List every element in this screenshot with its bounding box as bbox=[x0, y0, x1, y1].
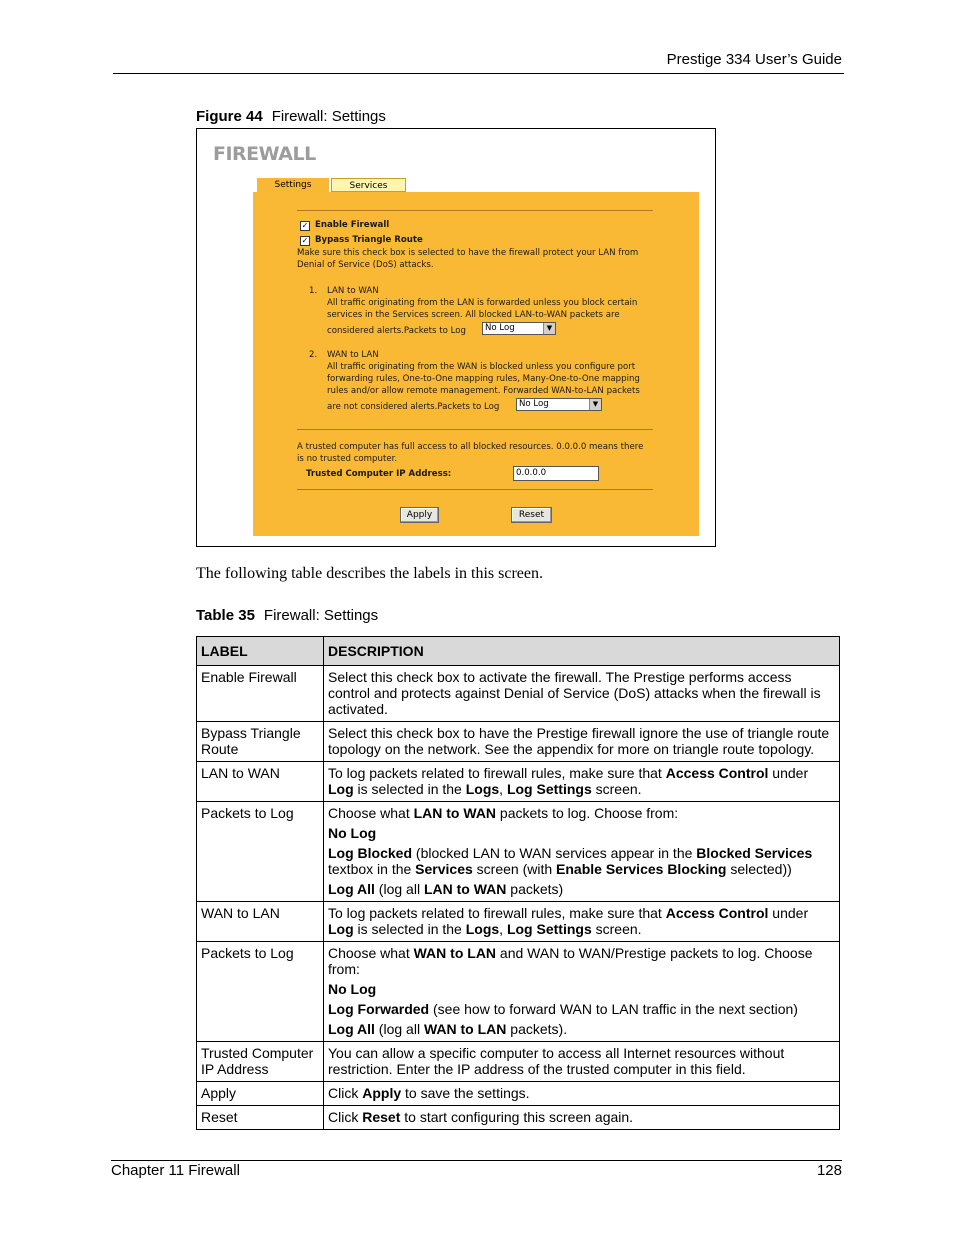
text-run: to save the settings. bbox=[401, 1085, 530, 1101]
divider bbox=[297, 210, 653, 211]
text-run: and WAN to WAN/Prestige packets to log. Choose from: bbox=[328, 945, 813, 977]
row-label: Packets to Log bbox=[197, 802, 324, 902]
description-paragraph bbox=[328, 905, 835, 937]
divider bbox=[297, 429, 653, 430]
table-row bbox=[197, 762, 840, 802]
text-run: (see how to forward WAN to LAN traffic in the next section) bbox=[429, 1001, 798, 1017]
table-title: Firewall: Settings bbox=[263, 607, 379, 624]
label-column-header: LABEL bbox=[197, 637, 324, 666]
description-column-header: DESCRIPTION bbox=[324, 637, 840, 666]
bold-term: Logs bbox=[465, 781, 500, 797]
text-run: under bbox=[768, 905, 809, 921]
row-label: Packets to Log bbox=[197, 942, 324, 1042]
row-description bbox=[324, 1106, 840, 1130]
page-number: 128 bbox=[816, 1162, 842, 1179]
wan-to-lan-title: WAN to LAN bbox=[327, 350, 379, 360]
note-line-1: Make sure this check box is selected to have the firewall protect your LAN from bbox=[297, 248, 639, 258]
text-run: packets). bbox=[506, 1021, 568, 1037]
row-description bbox=[324, 942, 840, 1042]
text-run: screen. bbox=[591, 781, 642, 797]
text-run: is selected in the bbox=[353, 781, 466, 797]
description-paragraph bbox=[328, 825, 835, 841]
text-run: packets) bbox=[506, 881, 564, 897]
description-paragraph bbox=[328, 805, 835, 821]
bold-term: No Log bbox=[328, 981, 377, 997]
figure-title: Firewall: Settings bbox=[271, 108, 386, 125]
wan-to-lan-number: 2. bbox=[309, 350, 318, 360]
footer-rule bbox=[111, 1160, 842, 1161]
table-body bbox=[197, 666, 840, 1130]
bold-term: WAN to LAN bbox=[413, 945, 497, 961]
figure-caption bbox=[196, 108, 386, 125]
description-paragraph bbox=[328, 725, 835, 757]
reset-button[interactable]: Reset bbox=[511, 507, 552, 523]
header-rule bbox=[113, 73, 844, 74]
text-run: textbox in the bbox=[328, 861, 416, 877]
description-paragraph bbox=[328, 1021, 835, 1037]
enable-firewall-label: Enable Firewall bbox=[315, 220, 390, 230]
lan-to-wan-log-value: No Log bbox=[485, 323, 515, 333]
chevron-down-icon: ▼ bbox=[543, 323, 555, 334]
enable-firewall-checkbox[interactable]: ✓ bbox=[301, 221, 309, 230]
text-run: , bbox=[499, 781, 507, 797]
row-description bbox=[324, 762, 840, 802]
text-run: packets to log. Choose from: bbox=[496, 805, 679, 821]
firewall-heading: FIREWALL bbox=[213, 143, 316, 165]
description-paragraph bbox=[328, 881, 835, 897]
trusted-note-line-2: is no trusted computer. bbox=[297, 454, 398, 464]
text-run: , bbox=[499, 921, 507, 937]
text-run: (blocked LAN to WAN services appear in the bbox=[412, 845, 697, 861]
bold-term: Log Settings bbox=[506, 781, 592, 797]
text-run: Choose what bbox=[328, 805, 414, 821]
row-description bbox=[324, 1082, 840, 1106]
bold-term: Enable Services Blocking bbox=[556, 861, 727, 877]
text-run: Click bbox=[328, 1109, 363, 1125]
bold-term: Log Blocked bbox=[328, 845, 413, 861]
bold-term: Log Forwarded bbox=[328, 1001, 430, 1017]
bold-term: Access Control bbox=[665, 905, 769, 921]
bold-term: Log Settings bbox=[506, 921, 592, 937]
text-run: Choose what bbox=[328, 945, 414, 961]
row-label: Apply bbox=[197, 1082, 324, 1106]
tab-bar bbox=[257, 178, 407, 192]
row-description bbox=[324, 666, 840, 722]
bold-term: Log All bbox=[328, 881, 375, 897]
row-label: Bypass Triangle Route bbox=[197, 722, 324, 762]
bypass-triangle-route-label: Bypass Triangle Route bbox=[315, 235, 423, 245]
divider bbox=[297, 489, 653, 490]
bold-term: Log bbox=[328, 781, 354, 797]
figure-number: Figure 44 bbox=[196, 108, 263, 125]
text-run: To log packets related to firewall rules, make sure that bbox=[328, 905, 666, 921]
text-run: to start configuring this screen again. bbox=[400, 1109, 634, 1125]
bold-term: LAN to WAN bbox=[413, 805, 497, 821]
settings-panel bbox=[253, 192, 699, 536]
description-paragraph bbox=[328, 1085, 835, 1101]
lan-to-wan-log-select[interactable] bbox=[482, 322, 556, 335]
wan-to-lan-line-1: All traffic originating from the WAN is blocked unless you configure port bbox=[327, 362, 636, 372]
row-description bbox=[324, 902, 840, 942]
description-paragraph bbox=[328, 1109, 835, 1125]
bold-term: Access Control bbox=[665, 765, 769, 781]
trusted-note-line-1: A trusted computer has full access to all blocked resources. 0.0.0.0 means there bbox=[297, 442, 644, 452]
running-header-title: Prestige 334 User’s Guide bbox=[666, 51, 842, 68]
text-run: is selected in the bbox=[353, 921, 466, 937]
table-row bbox=[197, 902, 840, 942]
text-run: Select this check box to have the Prestige firewall ignore the use of triangle route topology on the network. See the appendix for more on triangle route topology. bbox=[328, 725, 830, 757]
footer-chapter: Chapter 11 Firewall bbox=[111, 1162, 240, 1179]
row-label: Enable Firewall bbox=[197, 666, 324, 722]
table-row bbox=[197, 942, 840, 1042]
label-description-table bbox=[196, 636, 840, 1130]
table-row bbox=[197, 666, 840, 722]
table-row bbox=[197, 802, 840, 902]
text-run: Select this check box to activate the firewall. The Prestige performs access control and protects against Denial of Service (DoS) attacks when the firewall is activated. bbox=[328, 669, 821, 717]
lan-to-wan-title: LAN to WAN bbox=[327, 286, 379, 296]
wan-to-lan-log-select[interactable] bbox=[516, 398, 602, 411]
tab-services[interactable]: Services bbox=[331, 178, 406, 192]
bypass-triangle-route-checkbox[interactable]: ✓ bbox=[301, 236, 309, 245]
bold-term: Blocked Services bbox=[696, 845, 813, 861]
trusted-ip-input[interactable]: 0.0.0.0 bbox=[513, 466, 599, 481]
description-paragraph bbox=[328, 945, 835, 977]
bold-term: WAN to LAN bbox=[423, 1021, 507, 1037]
bold-term: Log All bbox=[328, 1021, 375, 1037]
lan-to-wan-packets-label: considered alerts.Packets to Log bbox=[327, 326, 466, 336]
row-description bbox=[324, 722, 840, 762]
row-label: Reset bbox=[197, 1106, 324, 1130]
description-paragraph bbox=[328, 669, 835, 717]
wan-to-lan-log-value: No Log bbox=[519, 399, 549, 409]
bold-term: Services bbox=[415, 861, 473, 877]
text-run: (log all bbox=[374, 881, 424, 897]
firewall-screenshot bbox=[196, 128, 716, 547]
tab-settings[interactable]: Settings bbox=[257, 178, 329, 192]
table-header-row bbox=[197, 637, 840, 666]
row-label: WAN to LAN bbox=[197, 902, 324, 942]
bold-term: LAN to WAN bbox=[423, 881, 507, 897]
description-paragraph bbox=[328, 765, 835, 797]
description-paragraph bbox=[328, 845, 835, 877]
text-run: Click bbox=[328, 1085, 363, 1101]
bold-term: Apply bbox=[362, 1085, 402, 1101]
trusted-ip-label: Trusted Computer IP Address: bbox=[306, 469, 452, 479]
chevron-down-icon: ▼ bbox=[589, 399, 601, 410]
text-run: screen. bbox=[591, 921, 642, 937]
note-line-2: Denial of Service (DoS) attacks. bbox=[297, 260, 434, 270]
table-number: Table 35 bbox=[196, 607, 255, 624]
description-paragraph bbox=[328, 1045, 835, 1077]
text-run: selected)) bbox=[726, 861, 792, 877]
description-paragraph bbox=[328, 1001, 835, 1017]
table-caption bbox=[196, 607, 378, 624]
wan-to-lan-line-3: rules and/or allow remote management. Forwarded WAN-to-LAN packets bbox=[327, 386, 640, 396]
table-row bbox=[197, 1082, 840, 1106]
intro-text: The following table describes the labels in this screen. bbox=[196, 565, 544, 582]
lan-to-wan-number: 1. bbox=[309, 286, 318, 296]
bold-term: Logs bbox=[465, 921, 500, 937]
table-row bbox=[197, 1106, 840, 1130]
text-run: (log all bbox=[374, 1021, 424, 1037]
bold-term: Log bbox=[328, 921, 354, 937]
text-run: To log packets related to firewall rules, make sure that bbox=[328, 765, 666, 781]
wan-to-lan-packets-label: are not considered alerts.Packets to Log bbox=[327, 402, 500, 412]
row-label: LAN to WAN bbox=[197, 762, 324, 802]
apply-button[interactable]: Apply bbox=[400, 507, 439, 523]
table-row bbox=[197, 722, 840, 762]
table-row bbox=[197, 1042, 840, 1082]
row-label: Trusted Computer IP Address bbox=[197, 1042, 324, 1082]
lan-to-wan-line-1: All traffic originating from the LAN is forwarded unless you block certain bbox=[327, 298, 638, 308]
text-run: You can allow a specific computer to access all Internet resources without restriction. Enter the IP address of the trusted computer in this field. bbox=[328, 1045, 785, 1077]
lan-to-wan-line-2: services in the Services screen. All blocked LAN-to-WAN packets are bbox=[327, 310, 620, 320]
bold-term: Reset bbox=[362, 1109, 401, 1125]
bold-term: No Log bbox=[328, 825, 377, 841]
row-description bbox=[324, 802, 840, 902]
wan-to-lan-line-2: forwarding rules, One-to-One mapping rules, Many-One-to-One mapping bbox=[327, 374, 640, 384]
text-run: screen (with bbox=[472, 861, 557, 877]
description-paragraph bbox=[328, 981, 835, 997]
text-run: under bbox=[768, 765, 809, 781]
row-description bbox=[324, 1042, 840, 1082]
